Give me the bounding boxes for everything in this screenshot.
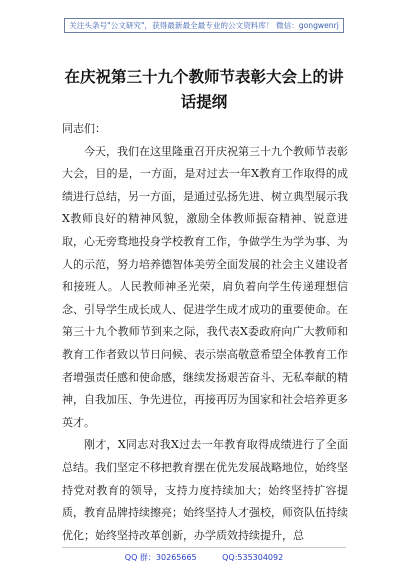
footer-divider [62, 547, 346, 548]
footer-qq: QQ:535304092 [222, 553, 284, 562]
document-title: 在庆祝第三十九个教师节表彰大会上的讲话提纲 [64, 67, 344, 111]
salutation: 同志们： [62, 122, 106, 135]
paragraph: 刚才，X同志对我X过去一年教育取得成绩进行了全面总结。我们坚定不移把教育摆在优先发展战略地位，始终坚持党对教育的领导，支持力度持续加大；始终坚持扩容提质，教育品牌持续擦亮；始终坚持人才强校，师资队伍持续优化；始终坚持改革创新，办学质效持续提升，总 [62, 438, 348, 542]
header-banner: 关注头条号"公文研究"，获得最新最全最专业的公文资料库！ 微信：gongwenrj [64, 18, 344, 33]
footer-contact [0, 552, 408, 563]
footer-qq-group: QQ 群：30265665 [124, 553, 197, 562]
document-body [62, 118, 348, 542]
paragraph: 今天，我们在这里隆重召开庆祝第三十九个教师节表彰大会，目的是，一方面，是对过去一年X教育工作取得的成绩进行总结，另一方面，是通过弘扬先进、树立典型展示我X教师良好的精神风貌，激励全体教师振奋精神、锐意进取，心无旁骛地投身学校教育工作，争做学生为学为事、为人的示范，努力培养德智体美劳全面发展的社会主义建设者和接班人。人民教师神圣光荣，肩负着向学生传递理想信念、引导学生成长成人、促进学生成才成功的重要使命。在第三十九个教师节到来之际，我代表X委政府向广大教师和教育工作者致以节日问候、表示崇高敬意希望全体教育工作者增强责任感和使命感，继续发扬艰苦奋斗、无私奉献的精神，自我加压、争先进位，再接再厉为国家和社会培养更多英才。 [62, 144, 348, 429]
